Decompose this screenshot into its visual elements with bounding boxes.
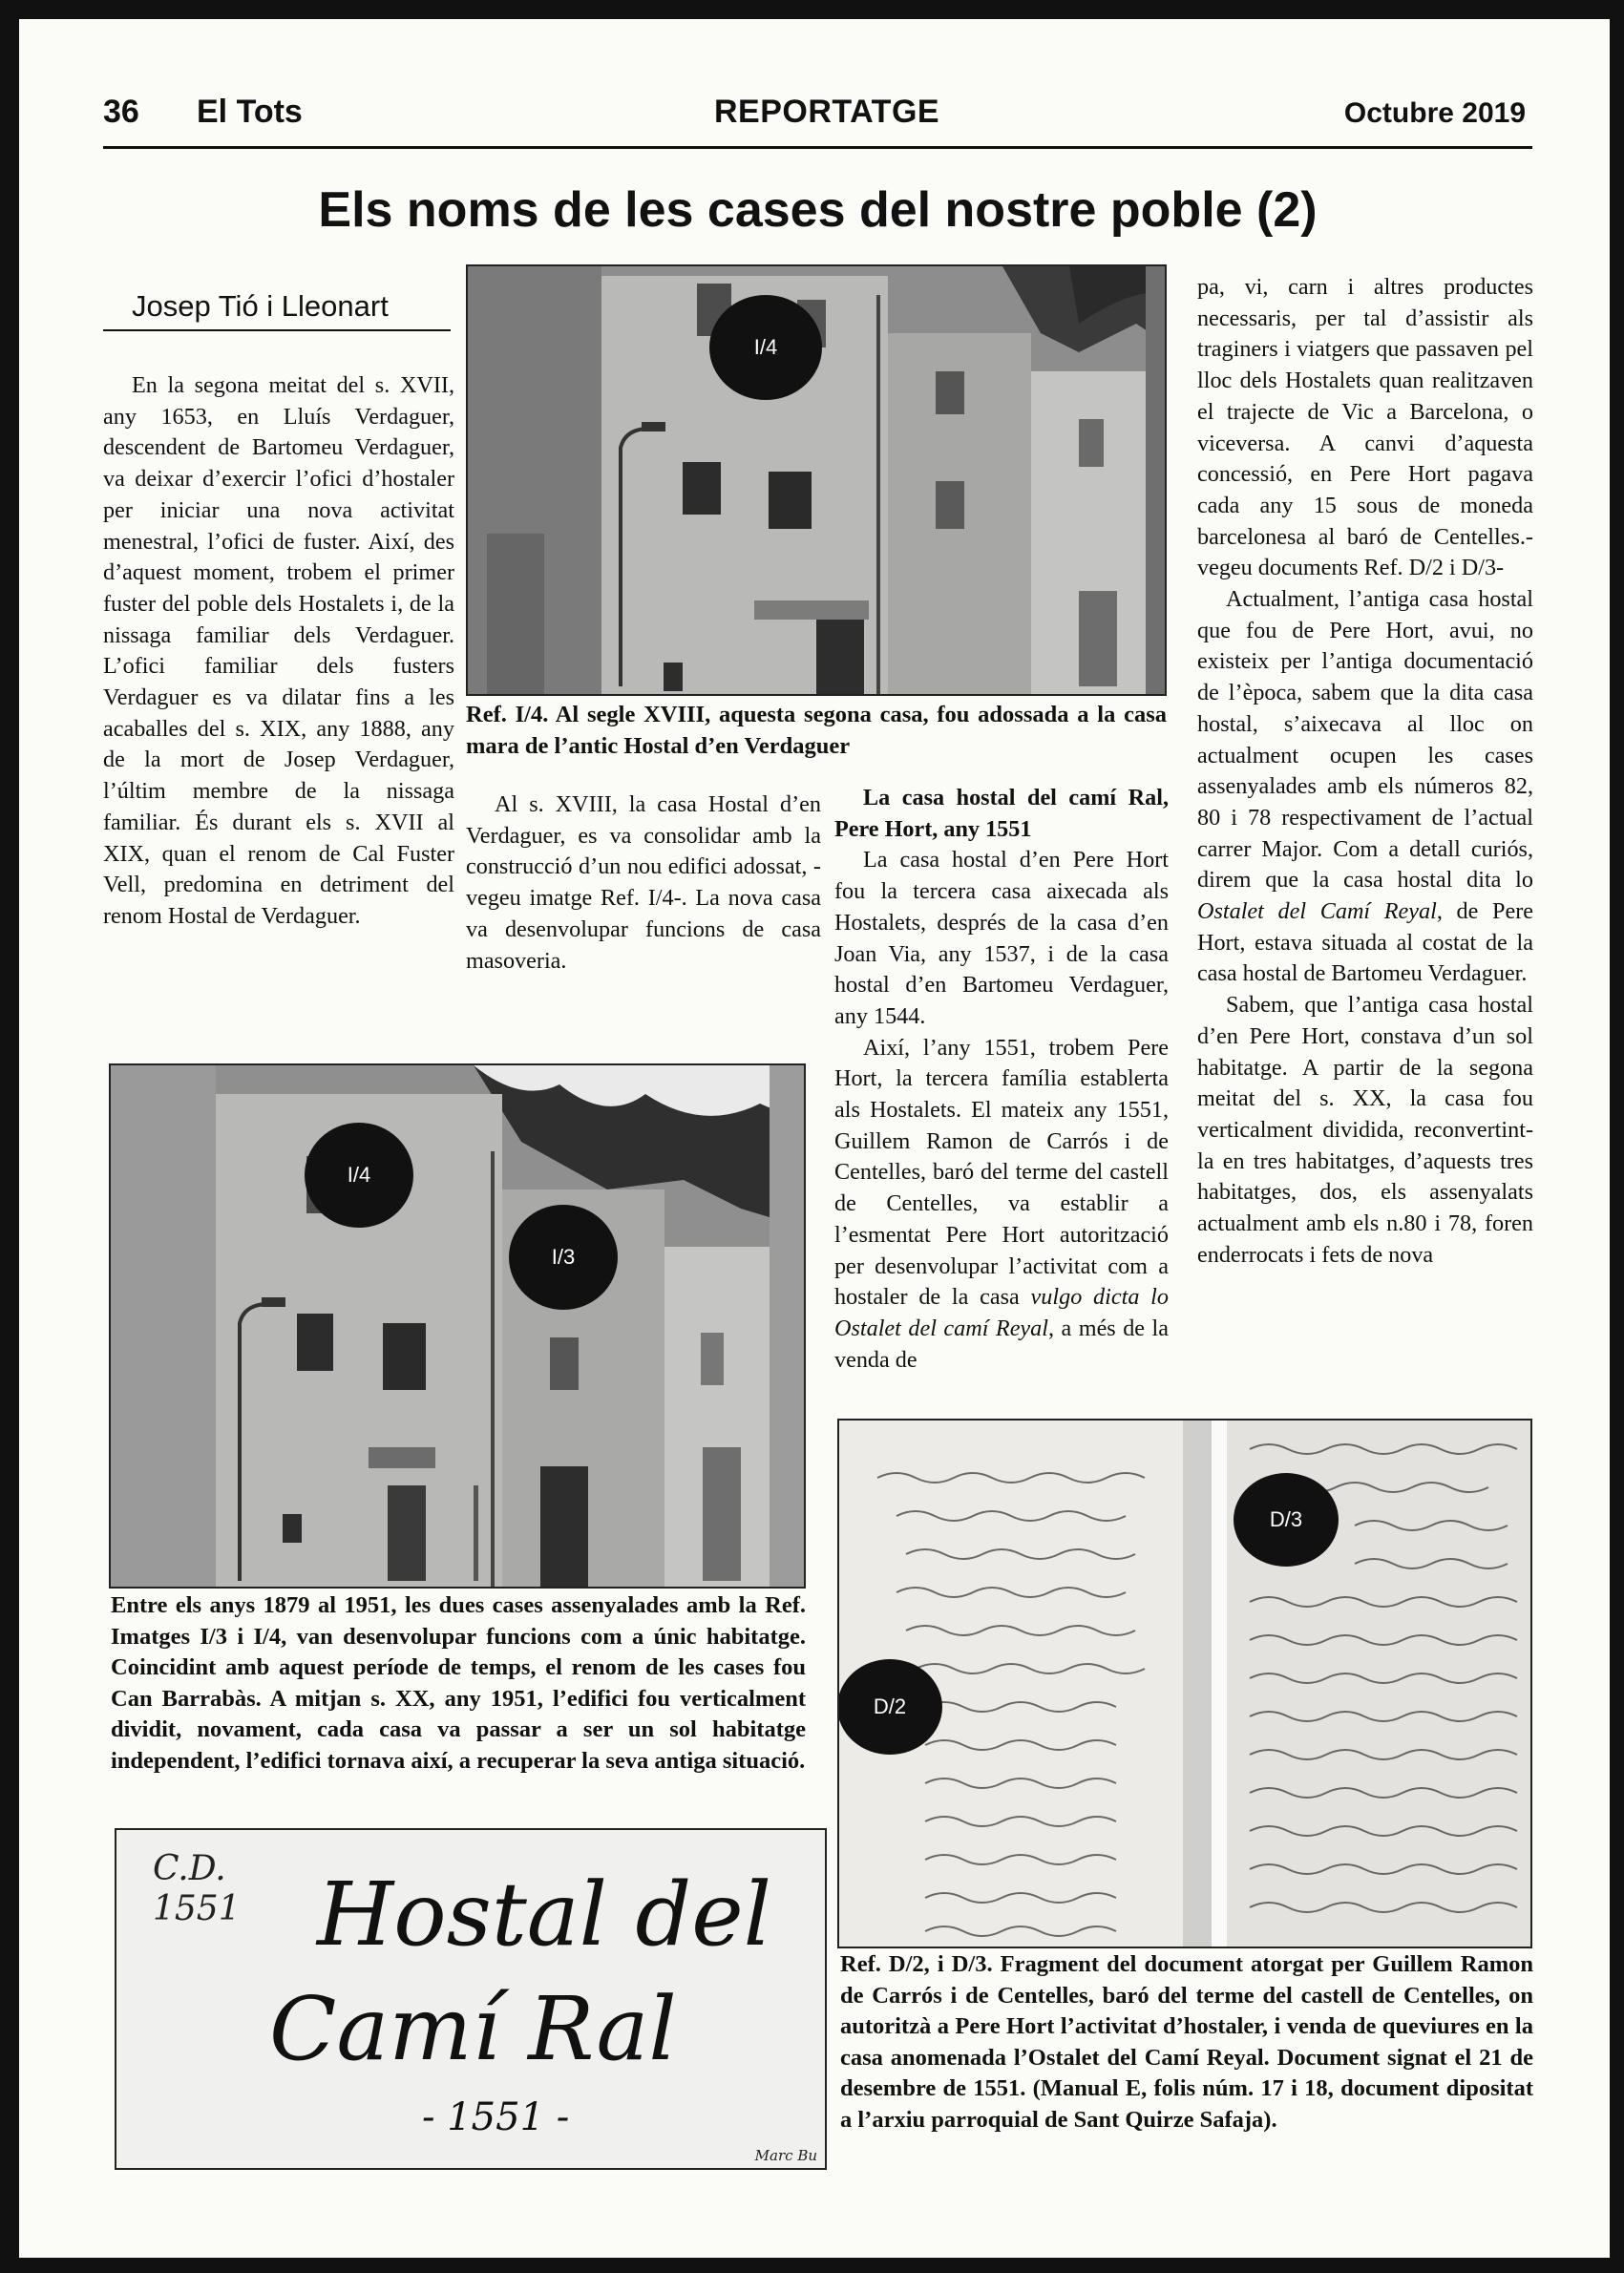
section-label: REPORTATGE: [714, 94, 940, 130]
paragraph: La casa hostal d’en Pere Hort fou la tercera casa aixecada als Hostalets, després de la casa d’en Joan Via, any 1537, i de la casa hostal d’en Bartomeu Verdaguer, any 1544.: [834, 847, 1169, 1029]
header-rule: [103, 146, 1532, 149]
paragraph: pa, vi, carn i altres productes necessaris, per tal d’assistir als traginers i viatgers que passaven pel lloc dels Hostalets quan realitzaven el trajecte de Vic a Barcelona, o viceversa. A canvi d’aquesta concessió, en Pere Hort pagava cada any 15 sous de moneda barcelonesa al baró de Centelles.-vegeu documents Ref. D/2 i D/3-: [1197, 274, 1533, 581]
paragraph: En la segona meitat del s. XVII, any 1653, en Lluís Verdaguer, descendent de Bartomeu Verdaguer, va deixar d’exercir l’ofici d’hostaler per iniciar una nova activitat menestral, l’ofici de fuster. Així, des d’aquest moment, trobem el primer fuster del poble dels Hostalets i, de la nissaga familiar dels Verdaguer. L’ofici familiar dels fusters Verdaguer es va dilatar fins a les acaballes del s. XIX, any 1888, any de la mort de Josep Verdaguer, l’últim membre de la nissaga familiar. És durant els s. XVII al XIX, quan el renom de Cal Fuster Vell, predomina en detriment del renom Hostal de Verdaguer.: [103, 372, 454, 929]
artist-signature: Marc Bu: [754, 2147, 817, 2164]
photo-marker: I/4: [305, 1123, 413, 1228]
caption-top-photo: Ref. I/4. Al segle XVIII, aquesta segona casa, fou adossada a la casa mara de l’antic Hostal d’en Verdaguer: [466, 702, 1167, 759]
article-title: Els noms de les cases del nostre poble (2): [318, 182, 1318, 238]
column-2: [466, 789, 821, 977]
paragraph: Actualment, l’antiga casa hostal que fou de Pere Hort, avui, no existeix per l’antiga documentació de l’època, sabem que la dita casa hostal, s’aixecava al lloc on actualment ocupen les cases assenyalades amb els números 82, 80 i 78 respectivament de l’actual carrer Major. Com a detall curiós, direm que la casa hostal dita lo Ostalet del Camí Reyal, de Pere Hort, estava situada al costat de la casa hostal de Bartomeu Verdaguer.: [1197, 586, 1533, 987]
column-3: [834, 783, 1169, 1376]
photo-houses-i3-i4: [109, 1063, 806, 1589]
caption-middle-photo: Entre els anys 1879 al 1951, les dues cases assenyalades amb la Ref. Imatges I/3 i I/4, van desenvolupar funcions com a únic habitatge. Coincidint amb aquest període de temps, el renom de les cases fou Can Barrabàs. A mitjan s. XX, any 1951, l’edifici fou verticalment dividit, novament, cada casa va passar a ser un sol habitatge independent, l’edifici tornava així, a recuperar la seva antiga situació.: [111, 1592, 806, 1774]
paragraph: Sabem, que l’antiga casa hostal d’en Pere Hort, constava d’un sol habitatge. A partir de la segona meitat del s. XX, la casa fou verticalment dividida, reconvertint-la en tres habitatges, d’aquests tres habitatges, dos, els assenyalats actualment amb els n.80 i 78, foren enderrocats i fets de nova: [1197, 992, 1533, 1268]
sign-year: - 1551 -: [422, 2095, 570, 2139]
sign-line-1: Hostal del: [317, 1863, 772, 1966]
photo-marker: I/3: [509, 1205, 618, 1310]
hostal-sign-image: [115, 1828, 827, 2170]
article-author: Josep Tió i Lleonart: [103, 289, 451, 331]
sign-line-2: Camí Ral: [269, 1978, 677, 2080]
newspaper-page: [19, 19, 1610, 2258]
publication-name: El Tots: [197, 94, 303, 130]
issue-date: Octubre 2019: [1343, 97, 1526, 129]
column-1: [103, 370, 454, 933]
photo-marker: D/3: [1234, 1473, 1339, 1567]
paragraph: Al s. XVIII, la casa Hostal d’en Verdaguer, es va consolidar amb la construcció d’un nou edifici adossat, -vegeu imatge Ref. I/4-. La nova casa va desenvolupar funcions de casa masoveria.: [466, 791, 821, 974]
column-4: [1197, 272, 1533, 1272]
page-number: 36: [103, 94, 139, 130]
photo-marker: I/4: [709, 295, 822, 400]
caption-documents: Ref. D/2, i D/3. Fragment del document atorgat per Guillem Ramon de Carrós i de Centelles, baró del terme del castell de Centelles, on autoritzà a Pere Hort l’activitat d’hostaler, i venda de queviures en la casa anomenada l’Ostalet del Camí Reyal. Document signat el 21 de desembre de 1551. (Manual E, folis núm. 17 i 18, document dipositat a l’arxiu parroquial de Sant Quirze Safaja).: [840, 1951, 1533, 2133]
photo-house-i4: [466, 264, 1167, 696]
subheading: La casa hostal del camí Ral, Pere Hort, any 1551: [834, 785, 1169, 842]
photo-marker: D/2: [837, 1659, 942, 1755]
photo-documents-d2-d3: [837, 1419, 1532, 1948]
sign-initials: C.D. 1551: [153, 1849, 241, 1928]
paragraph: Així, l’any 1551, trobem Pere Hort, la tercera família establerta als Hostalets. El mateix any 1551, Guillem Ramon de Carrós i de Centelles, baró del terme del castell de Centelles, va establir a l’esmentat Pere Hort autorització per desenvolupar l’activitat com a hostaler de la casa vulgo dicta lo Ostalet del camí Reyal, a més de la venda de: [834, 1034, 1169, 1373]
